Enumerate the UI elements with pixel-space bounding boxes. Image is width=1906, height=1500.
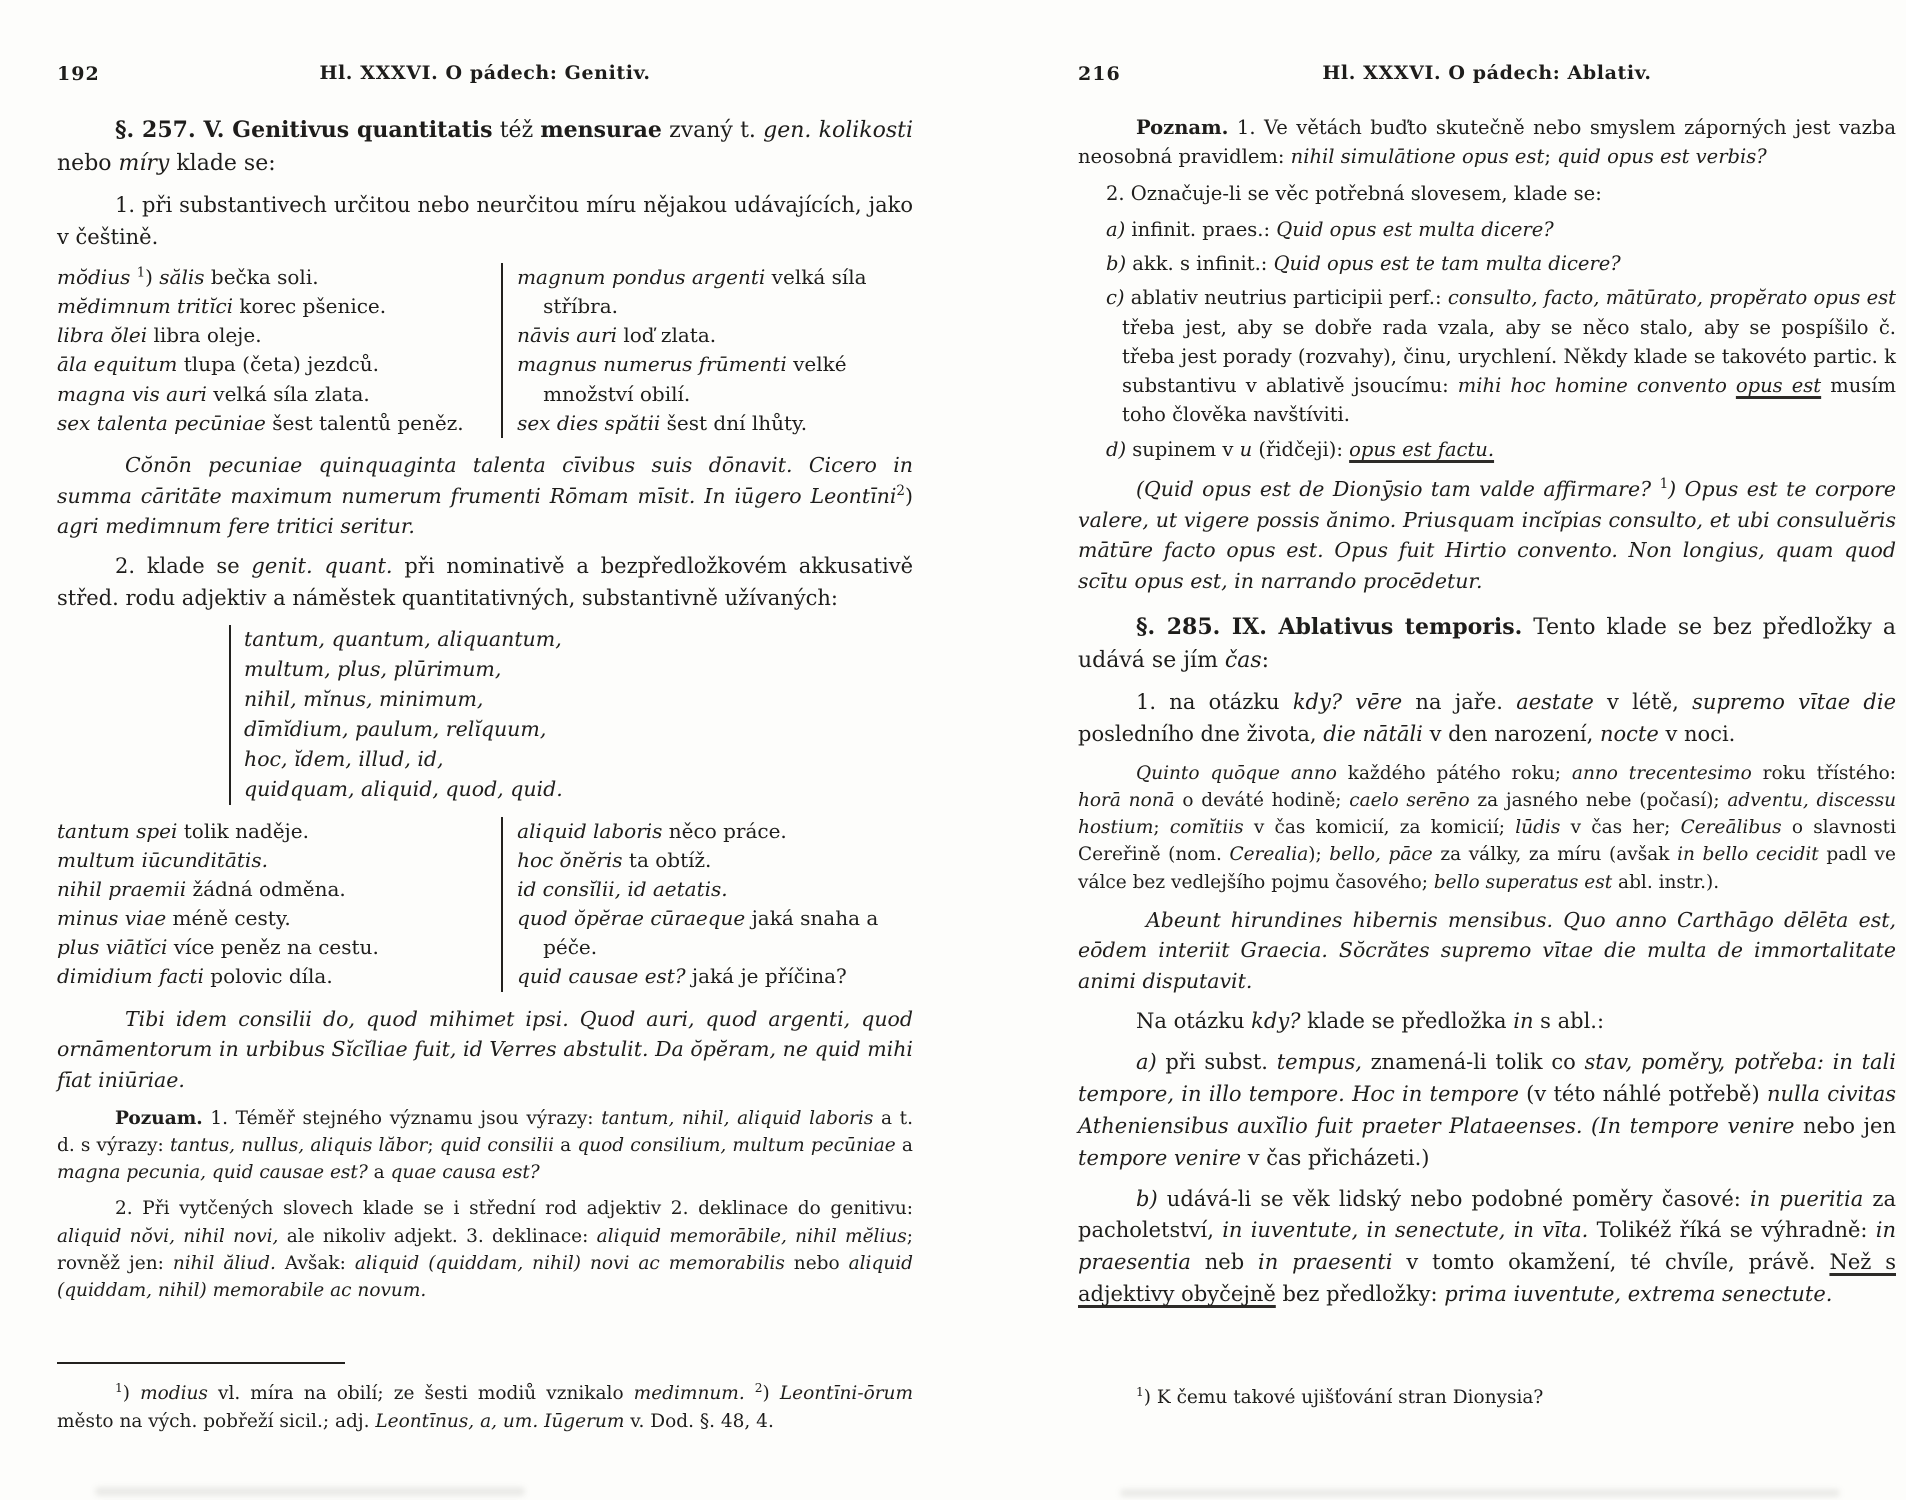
page-header-left <box>57 62 913 84</box>
example-line: nāvis auri loď zlata. <box>517 323 717 348</box>
note-paragraph-1: Pozuam. 1. Téměř stejného významu jsou výrazy: tantum, nihil, aliquid laboris a t. d. s výrazy: tantus, nullus, aliquis lăbor; quid consilii a quod consilium, multum pecūniae a magna pecunia, quid causae est? a quae causa est? <box>57 1107 913 1184</box>
latin-example-abeunt: Abeunt hirundines hibernis mensibus. Quo anno Carthāgo dēlēta est, eōdem interiit Graecia. Sŏcrătes supremo vītae die multa de immortalitate animi disputavit. <box>1078 907 1896 994</box>
note-paragraph-2: 2. Při vytčených slovech klade se i střední rod adjektiv 2. deklinace do genitivu: aliquid nŏvi, nihil novi, ale nikoliv adjekt. 3. deklinace: aliquid memorābile, nihil mĕlius; rovněž jen: nihil ăliud. Avšak: aliquid (quiddam, nihil) novi ac memorabilis nebo aliquid (quiddam, nihil) memorabile ac novum. <box>57 1198 913 1302</box>
example-line: multum, plus, plūrimum, <box>244 656 502 681</box>
examples-column-right <box>503 817 913 992</box>
footnote-right: $^1$) K čemu takové ujišťování stran Dionysia? <box>1136 1384 1544 1408</box>
running-title-left: Hl. XXXVI. O pádech: Genitiv. <box>319 62 651 84</box>
footnote-left: $^1$) modius vl. míra na obilí; ze šesti modiů vznikalo medimnum. $^2$) Leontīni-ōrum město na vých. pobřeží sicil.; adj. Leontīnus, a, um. Iūgerum v. Dod. §. 48, 4. <box>57 1380 914 1432</box>
running-title-right: Hl. XXXVI. O pádech: Ablativ. <box>1322 62 1652 84</box>
example-line: magna vis auri velká síla zlata. <box>57 381 370 406</box>
examples-paragraph-time: Quinto quōque anno každého pátého roku; anno trecentesimo roku třístého: horā nonā o deváté hodině; caelo serēno za jasného nebe (počasí); adventu, discessu hostium; comĭtiis v čas komicií, za komicií; lūdis v čas her; Cereālibus o slavnosti Cereřině (nom. Cerealia); bello, pāce za války, za míru (avšak in bello cecidit padl ve válce bez vedlejšího pojmu časového; bello superatus est abl. instr.). <box>1078 762 1896 893</box>
example-line: magnum pondus argenti velká síla stříbra. <box>517 264 867 318</box>
example-line: plus viātĭci více peněz na cestu. <box>57 935 379 960</box>
example-line: libra ŏlei libra oleje. <box>57 323 262 348</box>
section-heading-285: §. 285. IX. Ablativus temporis. Tento klade se bez předložky a udává se jím čas: <box>1078 613 1897 673</box>
examples-column-right <box>503 263 913 438</box>
paragraph-item-b: b) udává-li se věk lidský nebo podobné poměry časové: in pueritia za pacholetství, in iuventute, in senectute, in vīta. Tolikéž říká se výhradně: in praesentia neb in praesenti v tomto okamžení, té chvíle, právě. Než s adjektivy obyčejně bez předložky: prima iuventute, extrema senectute. <box>1078 1186 1896 1307</box>
left-page <box>57 62 913 1500</box>
example-line: quod ŏpĕrae cūraeque jaká snaha a péče. <box>517 906 879 960</box>
footnote-block <box>57 1362 913 1436</box>
measure-examples-table <box>57 263 913 438</box>
example-line: tantum spei tolik naděje. <box>57 818 309 843</box>
list-item-b: b) akk. s infinit.: Quid opus est te tam multa dicere? <box>1106 252 1621 276</box>
example-line: dīmĭdium, paulum, relĭquum, <box>244 716 547 741</box>
example-line: tantum, quantum, aliquantum, <box>244 627 562 651</box>
scan-artifact <box>95 1487 525 1496</box>
scan-artifact <box>1120 1489 1840 1497</box>
example-line: nihil, mĭnus, minimum, <box>244 686 484 711</box>
note-paragraph-opus: Poznam. 1. Ve větách buďto skutečně nebo smyslem záporných jest vazba neosobná pravidlem: nihil simulātione opus est; quid opus est verbis? <box>1078 116 1896 168</box>
latin-example-tibi: Tibi idem consilii do, quod mihimet ipsi. Quod auri, quod argenti, quod ornāmentorum in urbibus Sĭcĭliae fuit, id Verres abstulit. Da ŏpĕram, ne quid mihi fīat iniūriae. <box>57 1006 913 1093</box>
example-line: minus viae méně cesty. <box>57 906 291 931</box>
quantity-examples-table <box>57 817 913 992</box>
examples-column-left <box>57 263 501 438</box>
opus-est-list <box>1078 215 1896 464</box>
page-number-right: 216 <box>1078 63 1121 85</box>
latin-example-conon: Cŏnōn pecuniae quinquaginta talenta cīvibus suis dōnavit. Cicero in summa cāritāte maximum numerum frumenti Rōmam mīsit. In iūgero Leontīni$^2$) agri medimnum fere tritici seritur. <box>57 452 913 539</box>
example-line: mŏdius $^1$) sălis bečka soli. <box>57 264 319 289</box>
quantity-words-brace-list <box>229 625 563 805</box>
example-line: sex dies spătii šest dní lhůty. <box>517 410 808 435</box>
genitive-quant-paragraph: 2. klade se genit. quant. při nominativě a bezpředložkovém akkusativě střed. rodu adjektiv a náměstek quantitativných, substantivně užívaných: <box>57 554 913 611</box>
list-item-a: a) infinit. praes.: Quid opus est multa dicere? <box>1106 217 1554 241</box>
example-line: mĕdimnum tritĭci korec pšenice. <box>57 294 387 318</box>
example-line: nihil praemii žádná odměna. <box>57 876 346 901</box>
list-item-c: c) ablativ neutrius participii perf.: consulto, facto, mātūrato, propĕrato opus est třeba jest, aby se dobře rada vzala, aby se něco stalo, aby se pospíšilo č. třeba jest porady (rozvahy), činu, urychlení. Někdy klade se takovéto partic. k substantivu v ablativě jsoucímu: mihi hoc homine convento opus est musím toho člověka navštíviti. <box>1106 286 1897 427</box>
example-line: id consĭlii, id aetatis. <box>517 876 728 901</box>
paragraph-time-question: 1. na otázku kdy? vēre na jaře. aestate v létě, supremo vītae die posledního dne života, die nātāli v den narození, nocte v noci. <box>1078 689 1897 746</box>
example-line: multum iūcunditātis. <box>57 847 268 872</box>
example-line: aliquid laboris něco práce. <box>517 818 787 843</box>
page-number-left: 192 <box>57 63 100 85</box>
right-page <box>1078 62 1896 1500</box>
example-line: hoc ŏnĕris ta obtíž. <box>517 847 712 872</box>
latin-example-dionysio: (Quid opus est de Dionȳsio tam valde affirmare? $^1$) Opus est te corpore valere, ut vigere possis ănimo. Priusquam incĭpias consulto, et ubi consuluĕris mātūre facto opus est. Opus fuit Hirtio convento. Non longius, quam quod scītu opus est, in narrando procēdetur. <box>1078 476 1896 594</box>
page-header-right <box>1078 62 1896 84</box>
example-line: dimidium facti polovic díla. <box>57 964 333 989</box>
example-line: āla equitum tlupa (četa) jezdců. <box>57 352 379 377</box>
note-item-2: 2. Označuje-li se věc potřebná slovesem, klade se: <box>1106 182 1602 206</box>
example-line: hoc, ĭdem, illud, id, <box>244 746 444 771</box>
paragraph-in-question: Na otázku kdy? klade se předložka in s abl.: <box>1136 1008 1605 1033</box>
example-line: sex talenta pecūniae šest talentů peněz. <box>57 410 464 435</box>
intro-paragraph: 1. při substantivech určitou nebo neurčitou míru nějakou udávajících, jako v češtině. <box>57 193 913 249</box>
examples-column-left <box>57 817 501 992</box>
list-item-d: d) supinem v u (řidčeji): opus est factu. <box>1106 437 1495 461</box>
section-heading-257: §. 257. V. Genitivus quantitatis též mensurae zvaný t. gen. kolikosti nebo míry klade se: <box>57 117 914 176</box>
footnote-rule <box>57 1362 345 1364</box>
example-line: quid causae est? jaká je příčina? <box>517 964 847 989</box>
example-line: magnus numerus frūmenti velké množství obilí. <box>517 352 847 406</box>
example-line: quidquam, aliquid, quod, quid. <box>244 776 563 801</box>
paragraph-item-a: a) při subst. tempus, znamená-li tolik co stav, poměry, potřeba: in tali tempore, in illo tempore. Hoc in tempore (v této náhlé potřebě) nulla civitas Atheniensibus auxĭlio fuit praeter Plataeenses. (In tempore venire nebo jen tempore venire v čas přicházeti.) <box>1078 1049 1896 1170</box>
